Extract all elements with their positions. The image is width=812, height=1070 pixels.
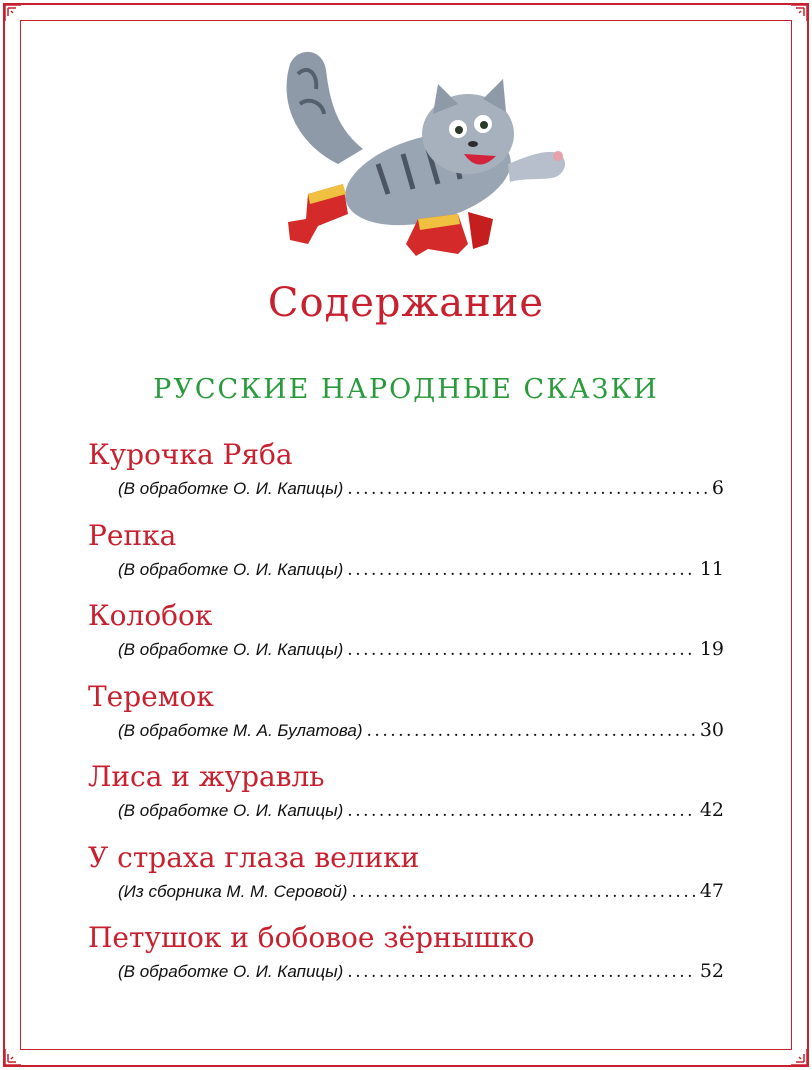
cat-illustration	[268, 44, 584, 270]
toc-entry[interactable]	[88, 517, 728, 598]
corner-ornament-icon	[4, 4, 22, 22]
toc-entry[interactable]	[88, 678, 728, 759]
toc-entry-page: 42	[699, 799, 724, 821]
toc-entry-title: Репка	[88, 518, 177, 552]
leader-dots	[347, 558, 696, 582]
toc-entry-note: (В обработке М. А. Булатова)	[118, 720, 363, 740]
toc-entry[interactable]	[88, 758, 728, 839]
toc-entry-note: (В обработке О. И. Капицы)	[118, 559, 344, 579]
corner-ornament-icon	[790, 4, 808, 22]
leader-dots	[347, 477, 708, 501]
toc-entry-note: (Из сборника М. М. Серовой)	[118, 881, 348, 901]
toc-entry-page: 52	[699, 960, 724, 982]
toc-entry[interactable]	[88, 597, 728, 678]
toc-entry-title: Лиса и журавль	[88, 760, 325, 793]
corner-ornament-icon	[790, 1048, 808, 1066]
table-of-contents	[88, 436, 728, 1000]
toc-entry-page: 6	[711, 477, 724, 499]
toc-entry-note: (В обработке О. И. Капицы)	[118, 640, 344, 659]
toc-entry[interactable]	[88, 919, 728, 1000]
toc-entry-note: (В обработке О. И. Капицы)	[118, 962, 344, 981]
leader-dots	[347, 960, 696, 984]
leader-dots	[347, 638, 696, 662]
toc-entry-page: 11	[699, 557, 724, 580]
leader-dots	[367, 719, 696, 743]
leader-dots	[347, 799, 696, 823]
section-heading: РУССКИЕ НАРОДНЫЕ СКАЗКИ	[153, 374, 659, 405]
toc-entry-title: Петушок и бобовое зёрнышко	[88, 921, 535, 954]
toc-entry-title: Курочка Ряба	[88, 438, 293, 471]
leader-dots	[351, 880, 695, 904]
page-title: Содержание	[267, 280, 545, 326]
toc-entry-page: 30	[699, 718, 724, 741]
toc-entry-page: 19	[699, 638, 724, 660]
toc-entry-note: (В обработке О. И. Капицы)	[118, 801, 344, 820]
toc-entry[interactable]	[88, 436, 728, 517]
toc-entry-page: 47	[699, 879, 724, 902]
toc-entry-title: Колобок	[88, 599, 213, 632]
toc-entry-title: У страха глаза велики	[88, 840, 420, 874]
toc-entry-title: Теремок	[88, 679, 214, 713]
corner-ornament-icon	[4, 1048, 22, 1066]
toc-entry[interactable]	[88, 839, 728, 920]
toc-entry-note: (В обработке О. И. Капицы)	[118, 479, 344, 498]
